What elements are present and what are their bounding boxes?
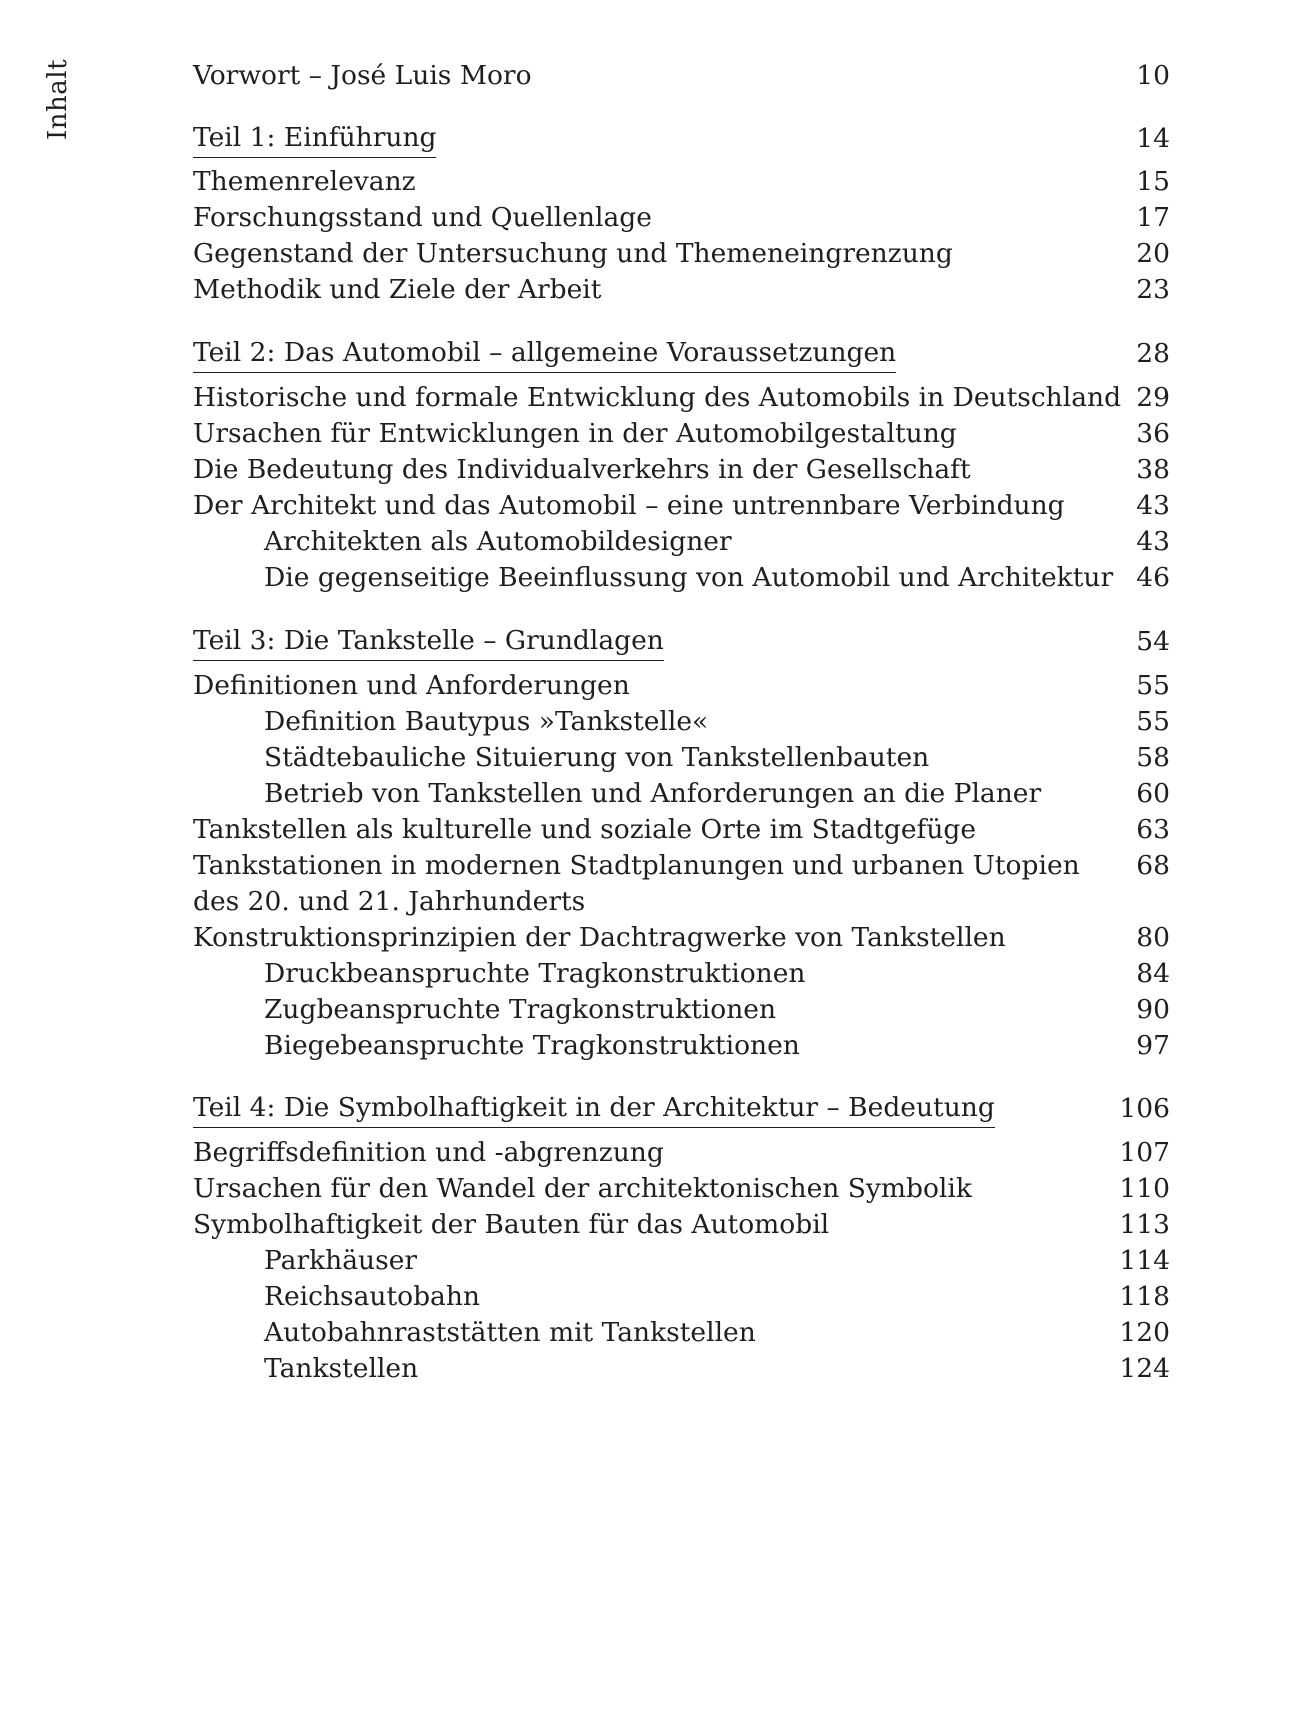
toc-page: 29	[1136, 382, 1170, 413]
toc-page: 118	[1119, 1281, 1170, 1312]
toc-page: 20	[1136, 238, 1170, 269]
toc-entry[interactable]	[0, 1135, 1300, 1171]
toc-title: Gegenstand der Untersuchung und Themeneingrenzung	[193, 238, 953, 269]
toc-page: 107	[1119, 1137, 1170, 1168]
toc-title: Die gegenseitige Beeinflussung von Automobil und Architektur	[264, 562, 1114, 593]
toc-page: 110	[1119, 1173, 1170, 1204]
toc-title: Autobahnraststätten mit Tankstellen	[264, 1317, 756, 1348]
toc-page: 113	[1119, 1209, 1170, 1240]
toc-subentry[interactable]	[0, 776, 1300, 812]
toc-title: Betrieb von Tankstellen und Anforderungen an die Planer	[264, 778, 1042, 809]
toc-entry[interactable]	[0, 236, 1300, 272]
toc-page: 97	[1136, 1030, 1170, 1061]
toc-subentry[interactable]	[0, 956, 1300, 992]
toc-page: 38	[1136, 454, 1170, 485]
toc-subentry[interactable]	[0, 704, 1300, 740]
toc-entry[interactable]	[0, 488, 1300, 524]
toc-page: 14	[1136, 123, 1170, 154]
toc-subentry[interactable]	[0, 740, 1300, 776]
toc-page: 36	[1136, 418, 1170, 449]
toc-subentry[interactable]	[0, 1351, 1300, 1387]
toc-page: 60	[1136, 778, 1170, 809]
toc-title: Die Bedeutung des Individualverkehrs in der Gesellschaft	[193, 454, 971, 485]
toc-entry[interactable]	[0, 920, 1300, 956]
toc-page: 17	[1136, 202, 1170, 233]
toc-part-heading[interactable]	[0, 336, 1300, 372]
toc-page: 43	[1136, 526, 1170, 557]
toc-subentry[interactable]	[0, 1279, 1300, 1315]
toc-title: Tankstellen	[264, 1353, 419, 1384]
toc-part-heading[interactable]	[0, 121, 1300, 157]
toc-entry[interactable]	[0, 1207, 1300, 1243]
toc-title: Tankstationen in modernen Stadtplanungen und urbanen Utopien	[193, 850, 1080, 881]
toc-page: 46	[1136, 562, 1170, 593]
toc-part-heading[interactable]	[0, 1091, 1300, 1127]
toc-title: Konstruktionsprinzipien der Dachtragwerke von Tankstellen	[193, 922, 1006, 953]
toc-entry[interactable]	[0, 668, 1300, 704]
toc-title: Reichsautobahn	[264, 1281, 480, 1312]
toc-title: Forschungsstand und Quellenlage	[193, 202, 652, 233]
toc-entry-continuation	[0, 884, 1300, 920]
toc-title: Städtebauliche Situierung von Tankstellenbauten	[264, 742, 930, 773]
toc-title: Begriffsdefinition und -abgrenzung	[193, 1137, 664, 1168]
toc-page: 80	[1136, 922, 1170, 953]
toc-title: Vorwort – José Luis Moro	[193, 60, 532, 91]
toc-page: 10	[1136, 60, 1170, 91]
toc-entry[interactable]	[0, 164, 1300, 200]
toc-title: Teil 3: Die Tankstelle – Grundlagen	[193, 624, 664, 661]
toc-page: 90	[1136, 994, 1170, 1025]
toc-page: 43	[1136, 490, 1170, 521]
toc-subentry[interactable]	[0, 1243, 1300, 1279]
toc-title: des 20. und 21. Jahrhunderts	[193, 886, 586, 917]
toc-subentry[interactable]	[0, 560, 1300, 596]
toc-title: Themenrelevanz	[193, 166, 416, 197]
toc-entry[interactable]	[0, 1171, 1300, 1207]
toc-subentry[interactable]	[0, 1028, 1300, 1064]
toc-entry[interactable]	[0, 452, 1300, 488]
toc-entry[interactable]	[0, 416, 1300, 452]
toc-page: 54	[1136, 626, 1170, 657]
toc-entry[interactable]	[0, 380, 1300, 416]
toc-page: 84	[1136, 958, 1170, 989]
toc-entry[interactable]	[0, 848, 1300, 884]
toc-title: Ursachen für Entwicklungen in der Automobilgestaltung	[193, 418, 957, 449]
toc-title: Architekten als Automobildesigner	[264, 526, 732, 557]
toc-title: Definition Bautypus »Tankstelle«	[264, 706, 709, 737]
toc-title: Biegebeanspruchte Tragkonstruktionen	[264, 1030, 800, 1061]
toc-part-heading[interactable]	[0, 624, 1300, 660]
toc-entry[interactable]	[0, 200, 1300, 236]
toc-page: 124	[1119, 1353, 1170, 1384]
toc-title: Druckbeanspruchte Tragkonstruktionen	[264, 958, 806, 989]
toc-title: Der Architekt und das Automobil – eine untrennbare Verbindung	[193, 490, 1065, 521]
toc-subentry[interactable]	[0, 1315, 1300, 1351]
toc-title: Teil 1: Einführung	[193, 121, 436, 158]
toc-title: Ursachen für den Wandel der architektonischen Symbolik	[193, 1173, 972, 1204]
toc-page: 120	[1119, 1317, 1170, 1348]
toc-page: 63	[1136, 814, 1170, 845]
toc-subentry[interactable]	[0, 524, 1300, 560]
toc-page: 23	[1136, 274, 1170, 305]
toc-page: 106	[1119, 1093, 1170, 1124]
toc-entry[interactable]	[0, 272, 1300, 308]
toc-title: Parkhäuser	[264, 1245, 418, 1276]
toc-title: Zugbeanspruchte Tragkonstruktionen	[264, 994, 777, 1025]
toc-page: 68	[1136, 850, 1170, 881]
toc-title: Definitionen und Anforderungen	[193, 670, 630, 701]
toc-page: 55	[1136, 706, 1170, 737]
toc-subentry[interactable]	[0, 992, 1300, 1028]
toc-title: Tankstellen als kulturelle und soziale Orte im Stadtgefüge	[193, 814, 977, 845]
toc-title: Symbolhaftigkeit der Bauten für das Automobil	[193, 1209, 830, 1240]
toc-page: 28	[1136, 338, 1170, 369]
toc-entry[interactable]	[0, 812, 1300, 848]
section-side-label: Inhalt	[43, 58, 73, 140]
toc-entry-foreword[interactable]	[0, 58, 1300, 94]
toc-page: 15	[1136, 166, 1170, 197]
toc-title: Teil 4: Die Symbolhaftigkeit in der Architektur – Bedeutung	[193, 1091, 995, 1128]
toc-page: 55	[1136, 670, 1170, 701]
toc-title: Methodik und Ziele der Arbeit	[193, 274, 602, 305]
toc-title: Historische und formale Entwicklung des Automobils in Deutschland	[193, 382, 1122, 413]
toc-page: 114	[1119, 1245, 1170, 1276]
toc-title: Teil 2: Das Automobil – allgemeine Voraussetzungen	[193, 336, 896, 373]
toc-page: 58	[1136, 742, 1170, 773]
